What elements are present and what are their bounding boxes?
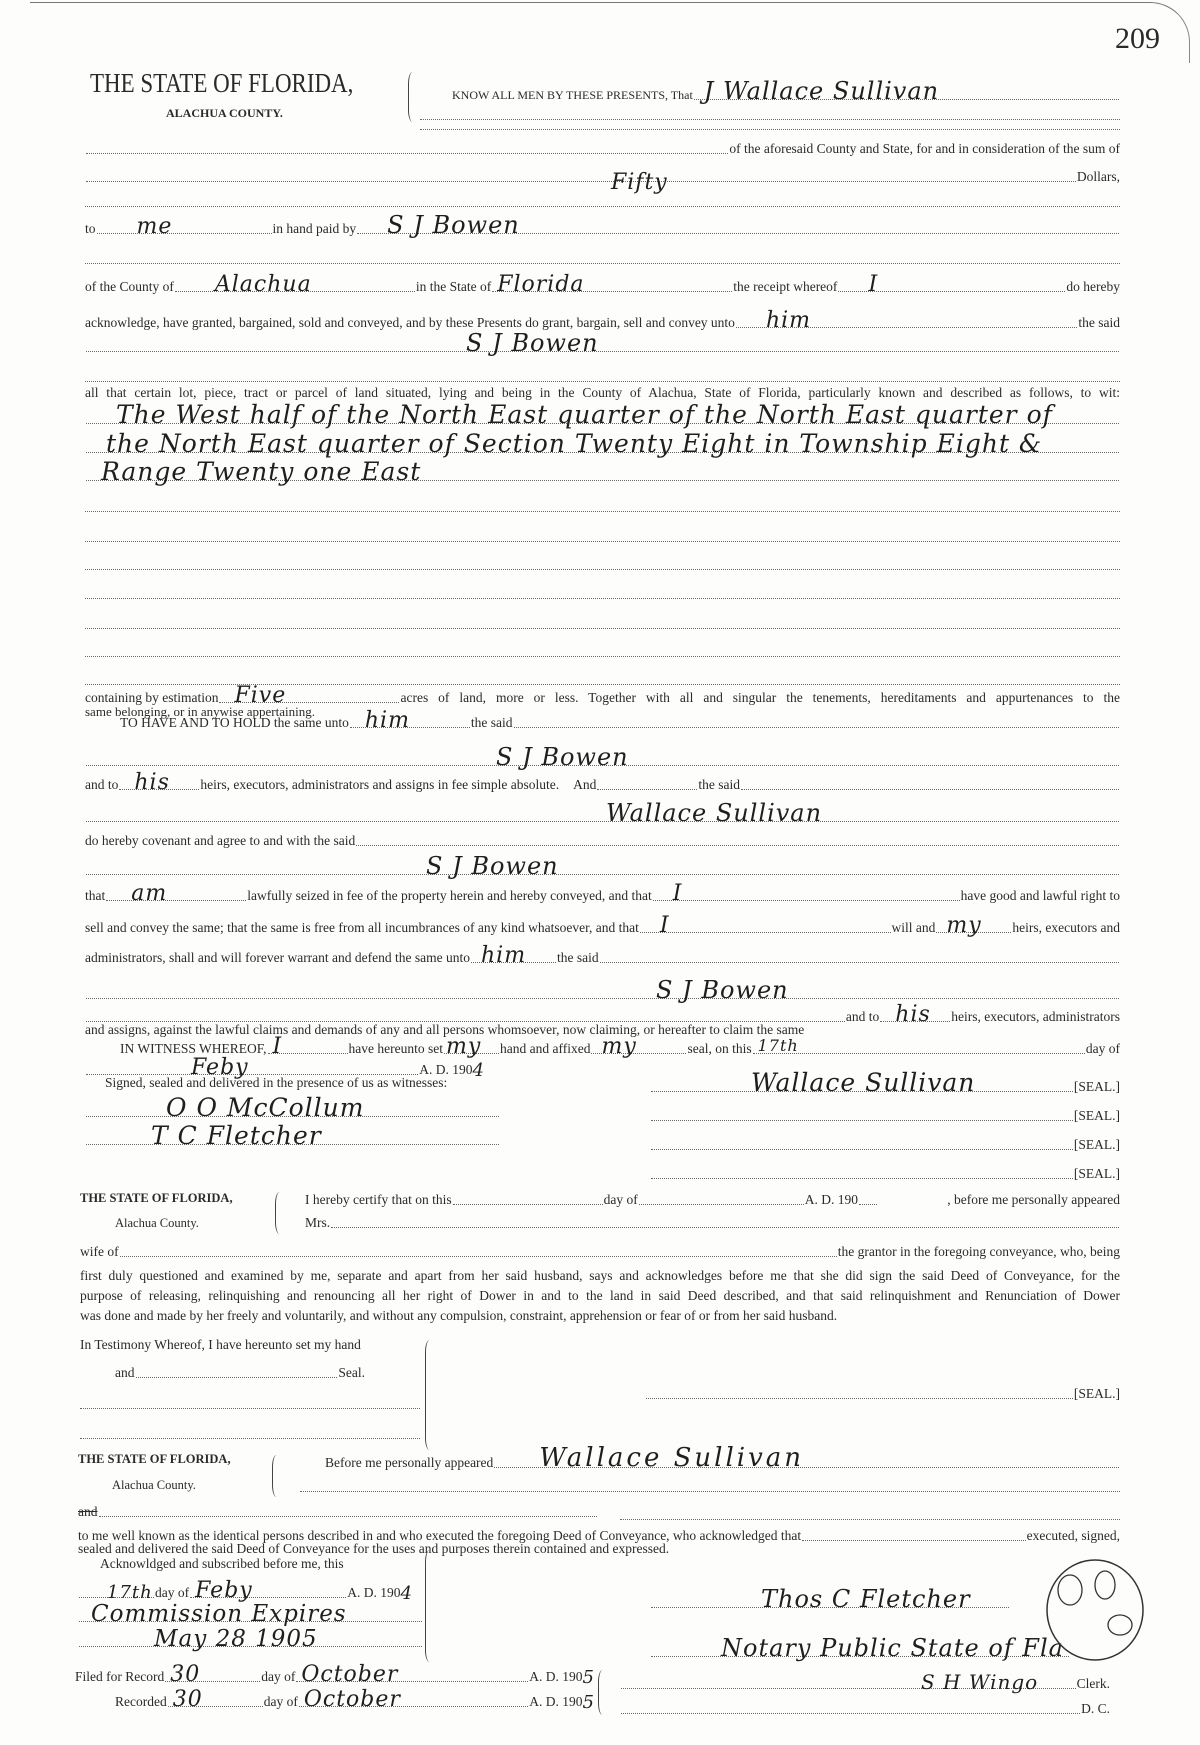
receipt-hand: I [868, 272, 879, 297]
notary-title: Notary Public State of Fla [721, 1634, 1064, 1662]
blank-line [85, 597, 1120, 599]
in-state-text: in the State of [415, 279, 492, 294]
day-of-text: day of [155, 1585, 190, 1600]
description-line [85, 429, 1120, 458]
ad-text: A. D. 190 [529, 1694, 583, 1709]
signature-field [651, 1177, 1073, 1179]
grantee-field [86, 976, 1119, 1004]
my-field [936, 913, 1011, 938]
recorded-row [115, 1687, 595, 1713]
blank-line [85, 627, 1120, 629]
notary-title-line [650, 1634, 1070, 1662]
commission-line [78, 1601, 423, 1627]
seal-label: [SEAL.] [1073, 1137, 1120, 1152]
payer-hand: S J Bowen [387, 211, 520, 239]
grantee-row [85, 329, 1120, 357]
dc-field [621, 1712, 1080, 1714]
his-field [880, 1002, 950, 1027]
acknowledged-text: Acknowldged and subscribed before me, this [100, 1556, 344, 1571]
year-hand: 5 [582, 1692, 595, 1713]
and-to-text: and to [845, 1009, 880, 1024]
month-hand: October [303, 1687, 401, 1712]
blank-field [741, 788, 1119, 790]
assigns-text: and assigns, against the lawful claims and demands of any and all persons whomsoever, now claiming, or hereafter to claim the same [85, 1022, 805, 1037]
brace [272, 1455, 281, 1497]
heirs-text: heirs, executors, administrators [951, 1009, 1120, 1024]
receipt-text: the receipt whereof [733, 279, 838, 294]
hand-affixed-text: hand and affixed [500, 1041, 591, 1056]
witness-field [86, 1121, 499, 1150]
signature-field [651, 1148, 1073, 1150]
seal-label: [SEAL.] [1073, 1166, 1120, 1181]
amount-field [86, 170, 1076, 195]
blank-field [802, 1539, 1026, 1541]
clerk-text: Clerk. [1076, 1676, 1110, 1691]
mrs-text: Mrs. [305, 1215, 331, 1230]
ack-state: THE STATE OF FLORIDA, [78, 1452, 231, 1466]
day-hand: 17th [107, 1582, 153, 1603]
appeared-row [325, 1443, 1120, 1473]
to-field [97, 214, 272, 239]
dower-state: THE STATE OF FLORIDA, [80, 1191, 233, 1205]
the-said-text: the said [557, 950, 599, 965]
month-hand: Feby [195, 1578, 253, 1603]
description-line [85, 400, 1120, 429]
brace [425, 1550, 434, 1662]
witness-line [85, 1093, 500, 1122]
wife-of-text: wife of [80, 1244, 119, 1259]
month-field [299, 1687, 528, 1712]
seal-loop [1047, 1560, 1143, 1660]
witness-hand: O O McCollum [166, 1093, 365, 1122]
i-hand: I [672, 881, 683, 906]
description-hand: the North East quarter of Section Twenty Eight in Township Eight & [106, 429, 1043, 458]
grant-text: acknowledge, have granted, bargained, sold and conveyed, and by these Presents do grant, bargain, sell and convey unto [85, 315, 735, 330]
grantor-field [86, 799, 1119, 827]
in-witness-text: IN WITNESS WHEREOF, [120, 1041, 267, 1056]
mrs-field [331, 1226, 1119, 1228]
blank-line [80, 1437, 420, 1439]
clerk-field [621, 1670, 1076, 1694]
seal-label: [SEAL.] [1073, 1386, 1120, 1401]
grantor-hand: J Wallace Sullivan [703, 77, 940, 105]
seized-row [85, 881, 1120, 906]
dower-county: Alachua County. [115, 1216, 199, 1230]
dower-paragraph-line: purpose of releasing, relinquishing and renouncing all her right of Dower in and to the land in said Deed described, and that said relinquishment and Renunciation of Dower [80, 1288, 1120, 1303]
containing-text: containing by estimation [85, 690, 219, 705]
unto-hand: him [364, 708, 410, 733]
i-hand: I [659, 913, 670, 938]
commission-field [79, 1601, 422, 1627]
his-hand: his [895, 1002, 931, 1027]
grantee-hand: S J Bowen [466, 329, 599, 357]
description-field [86, 400, 1119, 429]
blank-field [356, 844, 1119, 846]
signature-field [651, 1119, 1073, 1121]
my-field [591, 1034, 686, 1059]
brace [598, 1670, 607, 1715]
day-field [165, 1662, 260, 1687]
dollars-text: Dollars, [1076, 169, 1120, 184]
amount-hand: Fifty [611, 170, 668, 195]
warrant-row [85, 943, 1120, 968]
i-field [640, 913, 891, 938]
clerk-signature: S H Wingo [921, 1670, 1039, 1694]
grantor-text: the grantor in the foregoing conveyance, who, being [837, 1244, 1120, 1259]
blank-field [99, 1515, 598, 1517]
blank-field [86, 152, 728, 154]
blank-line [85, 205, 1120, 207]
consideration-row [85, 140, 1120, 158]
grantee-field [86, 329, 1119, 357]
my-field [444, 1034, 499, 1059]
my-hand: my [601, 1034, 637, 1059]
same-belonging-text: same belonging, or in anywise appertaining. [85, 704, 315, 719]
habendum-text: TO HAVE AND TO HOLD the same unto [120, 715, 349, 730]
day-hand: 17th [757, 1036, 799, 1055]
county-row [85, 272, 1120, 297]
commission-line [78, 1626, 423, 1652]
consideration-text: of the aforesaid County and State, for and in consideration of the sum of [729, 141, 1120, 156]
seal-loop [1095, 1571, 1115, 1599]
blank-field [514, 726, 1120, 728]
witness-hand: T C Fletcher [151, 1121, 322, 1150]
do-hereby-text: do hereby [1066, 279, 1120, 294]
notary-signature-line [650, 1585, 1010, 1613]
ad-text: A. D. 190 [529, 1669, 583, 1684]
blank-line [420, 118, 1120, 120]
his-field [119, 770, 199, 795]
grant-row [85, 308, 1120, 333]
witness-line [85, 1121, 500, 1150]
to-text: to [85, 221, 96, 236]
blank-line [300, 1490, 1120, 1492]
blank-line [85, 540, 1120, 542]
wife-row [80, 1243, 1120, 1261]
seal-label: [SEAL.] [1073, 1079, 1120, 1094]
description-field [86, 429, 1119, 458]
county-hand: Alachua [214, 272, 312, 297]
dower-paragraph-line: was done and made by her freely and voluntarily, and without any compulsion, constraint, apprehension or fear of or from her said husband. [80, 1308, 838, 1323]
amount-row [85, 168, 1120, 195]
state-title: THE STATE OF FLORIDA, [90, 68, 354, 98]
heirs-row [85, 770, 1120, 795]
day-of-text: day of [1085, 1041, 1120, 1056]
state-field [492, 272, 732, 297]
land-intro-text: all that certain lot, piece, tract or parcel of land situated, lying and being in the County of Alachua, State of Florida, particularly known and described as follows, to wit: [85, 385, 1120, 400]
seal-field [136, 1376, 338, 1378]
blank-line [85, 568, 1120, 570]
testimony-text: In Testimony Whereof, I have hereunto set my hand [80, 1337, 361, 1352]
acres-field [219, 683, 399, 708]
covenant-text: do hereby covenant and agree to and with the said [85, 833, 356, 848]
brace [425, 1340, 434, 1450]
page-number: 209 [1115, 22, 1160, 55]
blank-line [85, 380, 1120, 382]
sealed-text: sealed and delivered the said Deed of Conveyance for the uses and purposes therein contained and expressed. [78, 1541, 670, 1556]
my-hand: my [946, 913, 982, 938]
i-field [653, 881, 960, 906]
am-field [106, 881, 246, 906]
warrant-text: administrators, shall and will forever warrant and defend the same unto [85, 950, 471, 965]
seal-word: Seal. [338, 1365, 365, 1380]
commission-hand: May 28 1905 [154, 1626, 318, 1652]
unto-hand: him [765, 308, 812, 333]
certify-text: I hereby certify that on this [305, 1192, 452, 1207]
blank-line [420, 128, 1120, 130]
to-hand: me [136, 214, 173, 239]
day-field [453, 1203, 603, 1205]
witness-field [86, 1093, 499, 1122]
blank-line [85, 655, 1120, 657]
and-text: and [115, 1365, 135, 1380]
day-of-text: day of [261, 1669, 296, 1684]
payer-field [357, 211, 1119, 239]
acres-hand: Five [234, 683, 287, 708]
seal-loop [1108, 1615, 1132, 1635]
ad-text: A. D. 190 [804, 1192, 858, 1207]
notary-seal-flourish [1035, 1555, 1155, 1670]
grantor-row [452, 77, 1120, 105]
husband-field [120, 1255, 837, 1257]
grantee-field [86, 743, 1119, 771]
the-said-text: the said [470, 715, 513, 730]
commission-field [79, 1626, 422, 1652]
certify-row [305, 1191, 1120, 1209]
and-seal-row [115, 1364, 365, 1382]
of-county-text: of the County of [85, 279, 174, 294]
i-field [268, 1034, 348, 1059]
intro-text: KNOW ALL MEN BY THESE PRESENTS, That [452, 88, 693, 102]
seized-text-2: have good and lawful right to [960, 888, 1120, 903]
filed-text: Filed for Record [75, 1669, 165, 1684]
witness-row [120, 1034, 1120, 1059]
day-field [79, 1582, 154, 1603]
notary-title-field [651, 1634, 1069, 1662]
seal-loop [1058, 1575, 1082, 1605]
grantee-field [86, 852, 1119, 880]
his-hand: his [134, 770, 170, 795]
and-to-text: and to [85, 777, 119, 792]
before-text: , before me personally appeared [947, 1192, 1120, 1207]
month-hand: Feby [191, 1055, 249, 1080]
dc-row [620, 1700, 1110, 1718]
brace [408, 72, 417, 122]
grantor-row [85, 799, 1120, 827]
notary-signature: Thos C Fletcher [761, 1585, 971, 1613]
day-field [753, 1036, 1085, 1055]
and-row [78, 1503, 598, 1521]
county-field [175, 272, 415, 297]
month-field [190, 1578, 346, 1603]
him-field [471, 943, 556, 968]
seized-text: lawfully seized in fee of the property herein and hereby conveyed, and that [247, 888, 652, 903]
description-field [86, 457, 1119, 486]
day-hand: 30 [170, 1662, 201, 1687]
day-of-text: day of [263, 1694, 298, 1709]
sell-text-2: heirs, executors and [1012, 920, 1120, 935]
i-hand: I [272, 1034, 283, 1059]
blank-field [600, 961, 1119, 963]
signature-line [650, 1107, 1120, 1125]
will-and-text: will and [891, 920, 936, 935]
him-hand: him [481, 943, 527, 968]
grantor-signature: Wallace Sullivan [751, 1068, 976, 1097]
paid-by-text: in hand paid by [272, 221, 357, 236]
covenant-row [85, 832, 1120, 850]
executed-text: executed, signed, [1026, 1528, 1120, 1543]
month-field [639, 1203, 804, 1205]
grantee-hand: S J Bowen [656, 976, 789, 1004]
signature-field [651, 1068, 1073, 1097]
ack-county: Alachua County. [112, 1478, 196, 1492]
clerk-row [620, 1670, 1110, 1694]
month-hand: October [301, 1662, 399, 1687]
month-field [296, 1662, 528, 1687]
dower-paragraph-line: first duly questioned and examined by me, separate and apart from her said husband, says and acknowledges before me that she did sign the said Deed of Conveyance, for the [80, 1268, 1120, 1283]
the-said-text: the said [698, 777, 741, 792]
description-hand: Range Twenty one East [101, 457, 422, 486]
unto-field [350, 708, 470, 733]
appeared-field [494, 1443, 1119, 1473]
brace [275, 1192, 284, 1234]
am-hand: am [131, 881, 168, 906]
grantee-hand: S J Bowen [496, 743, 629, 771]
day-of-text: day of [603, 1192, 638, 1207]
signature-field [646, 1397, 1073, 1399]
before-text: Before me personally appeared [325, 1455, 494, 1470]
that-text: that [85, 888, 106, 903]
signature-line [650, 1068, 1120, 1097]
year-hand: 5 [582, 1667, 595, 1688]
my-hand: my [446, 1034, 482, 1059]
the-said-text: the said [1078, 315, 1120, 330]
dc-text: D. C. [1081, 1701, 1110, 1716]
grantor-field [694, 77, 1119, 105]
recorded-text: Recorded [115, 1694, 167, 1709]
blank-line [620, 1518, 1120, 1520]
ad-text: A. D. 190 [347, 1585, 401, 1600]
commission-hand: Commission Expires [91, 1601, 347, 1627]
and-struck-text: and [78, 1504, 98, 1519]
blank-line [85, 262, 1120, 264]
receipt-field [838, 272, 1065, 297]
notary-signature-field [651, 1585, 1009, 1613]
grantee-row [85, 976, 1120, 1004]
have-set-text: have hereunto set [348, 1041, 444, 1056]
sell-text: sell and convey the same; that the same is free from all incumbrances of any kind whatsoever, and that [85, 920, 639, 935]
grantee-row [85, 852, 1120, 880]
blank-line [85, 510, 1120, 512]
grantee-row [85, 743, 1120, 771]
ad-text: A. D. 190 [419, 1062, 473, 1077]
filed-row [75, 1662, 595, 1688]
appeared-hand: Wallace Sullivan [539, 1443, 805, 1473]
and-text: And [573, 777, 597, 792]
grantee-hand: S J Bowen [426, 852, 559, 880]
year-hand: 4 [400, 1583, 413, 1604]
year-hand: 4 [472, 1060, 485, 1081]
blank-field [597, 788, 697, 790]
mrs-row [305, 1214, 1120, 1232]
county-title: ALACHUA COUNTY. [166, 106, 283, 120]
signature-line [645, 1385, 1120, 1403]
grantor-hand: Wallace Sullivan [606, 799, 823, 827]
day-field [168, 1687, 263, 1712]
payment-row [85, 211, 1120, 239]
well-known-text: to me well known as the identical persons described in and who executed the foregoing Deed of Conveyance, who acknowledged that [78, 1528, 802, 1543]
signature-line [650, 1165, 1120, 1183]
description-line [85, 457, 1120, 486]
ack-date-row [78, 1578, 413, 1604]
unto-field [736, 308, 1077, 333]
acreage-text: acres of land, more or less. Together with all and singular the tenements, hereditaments and appurtenances to the [400, 690, 1120, 705]
year-field [859, 1203, 877, 1205]
signature-line [650, 1136, 1120, 1154]
signed-text: Signed, sealed and delivered in the presence of us as witnesses: [105, 1075, 448, 1090]
state-hand: Florida [497, 272, 585, 297]
day-hand: 30 [172, 1687, 203, 1712]
description-hand: The West half of the North East quarter of the North East quarter of [116, 400, 1053, 429]
seal-on-this-text: seal, on this [687, 1041, 752, 1056]
sell-row [85, 913, 1120, 938]
heirs-text: heirs, executors, administrators and assigns in fee simple absolute. [200, 777, 560, 792]
blank-line [80, 1407, 420, 1409]
seal-label: [SEAL.] [1073, 1108, 1120, 1123]
